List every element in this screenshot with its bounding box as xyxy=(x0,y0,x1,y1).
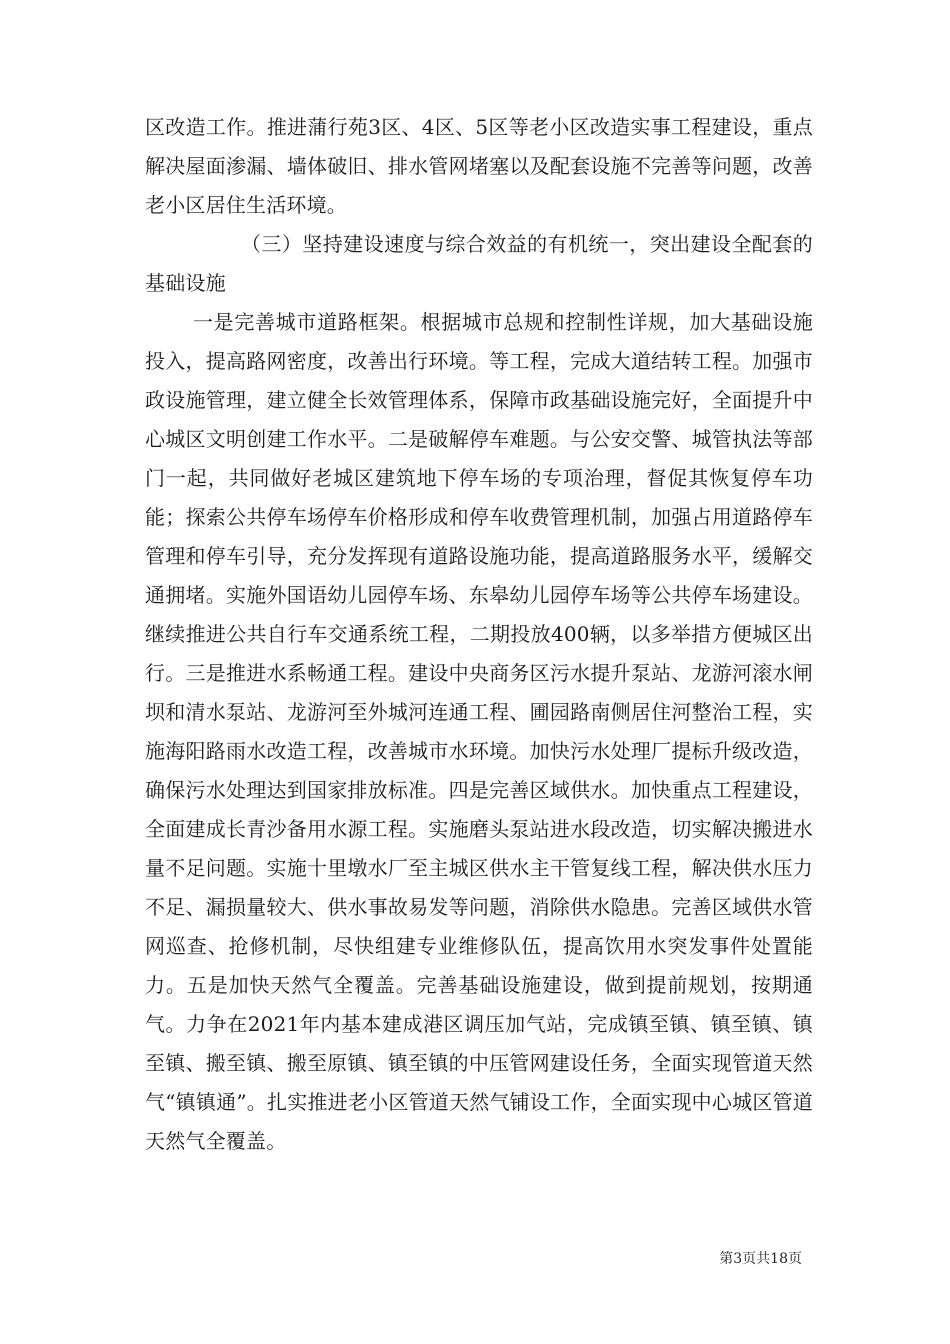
paragraph-continuation: 区改造工作。推进蒲行苑3区、4区、5区等老小区改造实事工程建设，重点解决屋面渗漏、墙体破旧、排水管网堵塞以及配套设施不完善等问题，改善老小区居住生活环境。 xyxy=(145,115,813,217)
page-number: 第3页共18页 xyxy=(719,1251,802,1267)
section-heading: （三）坚持建设速度与综合效益的有机统一，突出建设全配套的基础设施 xyxy=(145,232,813,295)
paragraph-body: 一是完善城市道路框架。根据城市总规和控制性详规，加大基础设施投入，提高路网密度，改善出行环境。等工程，完成大道结转工程。加强市政设施管理，建立健全长效管理体系，保障市政基础设施完好，全面提升中心城区文明创建工作水平。二是破解停车难题。与公安交警、城管执法等部门一起，共同做好老城区建筑地下停车场的专项治理，督促其恢复停车功能；探索公共停车场停车价格形成和停车收费管理机制，加强占用道路停车管理和停车引导，充分发挥现有道路设施功能，提高道路服务水平，缓解交通拥堵。实施外国语幼儿园停车场、东皋幼儿园停车场等公共停车场建设。继续推进公共自行车交通系统工程，二期投放400辆，以多举措方便城区出行。三是推进水系畅通工程。建设中央商务区污水提升泵站、龙游河滚水闸坝和清水泵站、龙游河至外城河连通工程、圃园路南侧居住河整治工程，实施海阳路雨水改造工程，改善城市水环境。加快污水处理厂提标升级改造，确保污水处理达到国家排放标准。四是完善区域供水。加快重点工程建设，全面建成长青沙备用水源工程。实施磨头泵站进水段改造，切实解决搬进水量不足问题。实施十里墩水厂至主城区供水主干管复线工程，解决供水压力不足、漏损量较大、供水事故易发等问题，消除供水隐患。完善区域供水管网巡查、抢修机制，尽快组建专业维修队伍，提高饮用水突发事件处置能力。五是加快天然气全覆盖。完善基础设施建设，做到提前规划，按期通气。力争在2021年内基本建成港区调压加气站，完成镇至镇、镇至镇、镇至镇、搬至镇、搬至原镇、镇至镇的中压管网建设任务，全面实现管道天然气“镇镇通”。扎实推进老小区管道天然气铺设工作，全面实现中心城区管道天然气全覆盖。 xyxy=(145,310,813,1153)
document-body xyxy=(145,108,813,1161)
